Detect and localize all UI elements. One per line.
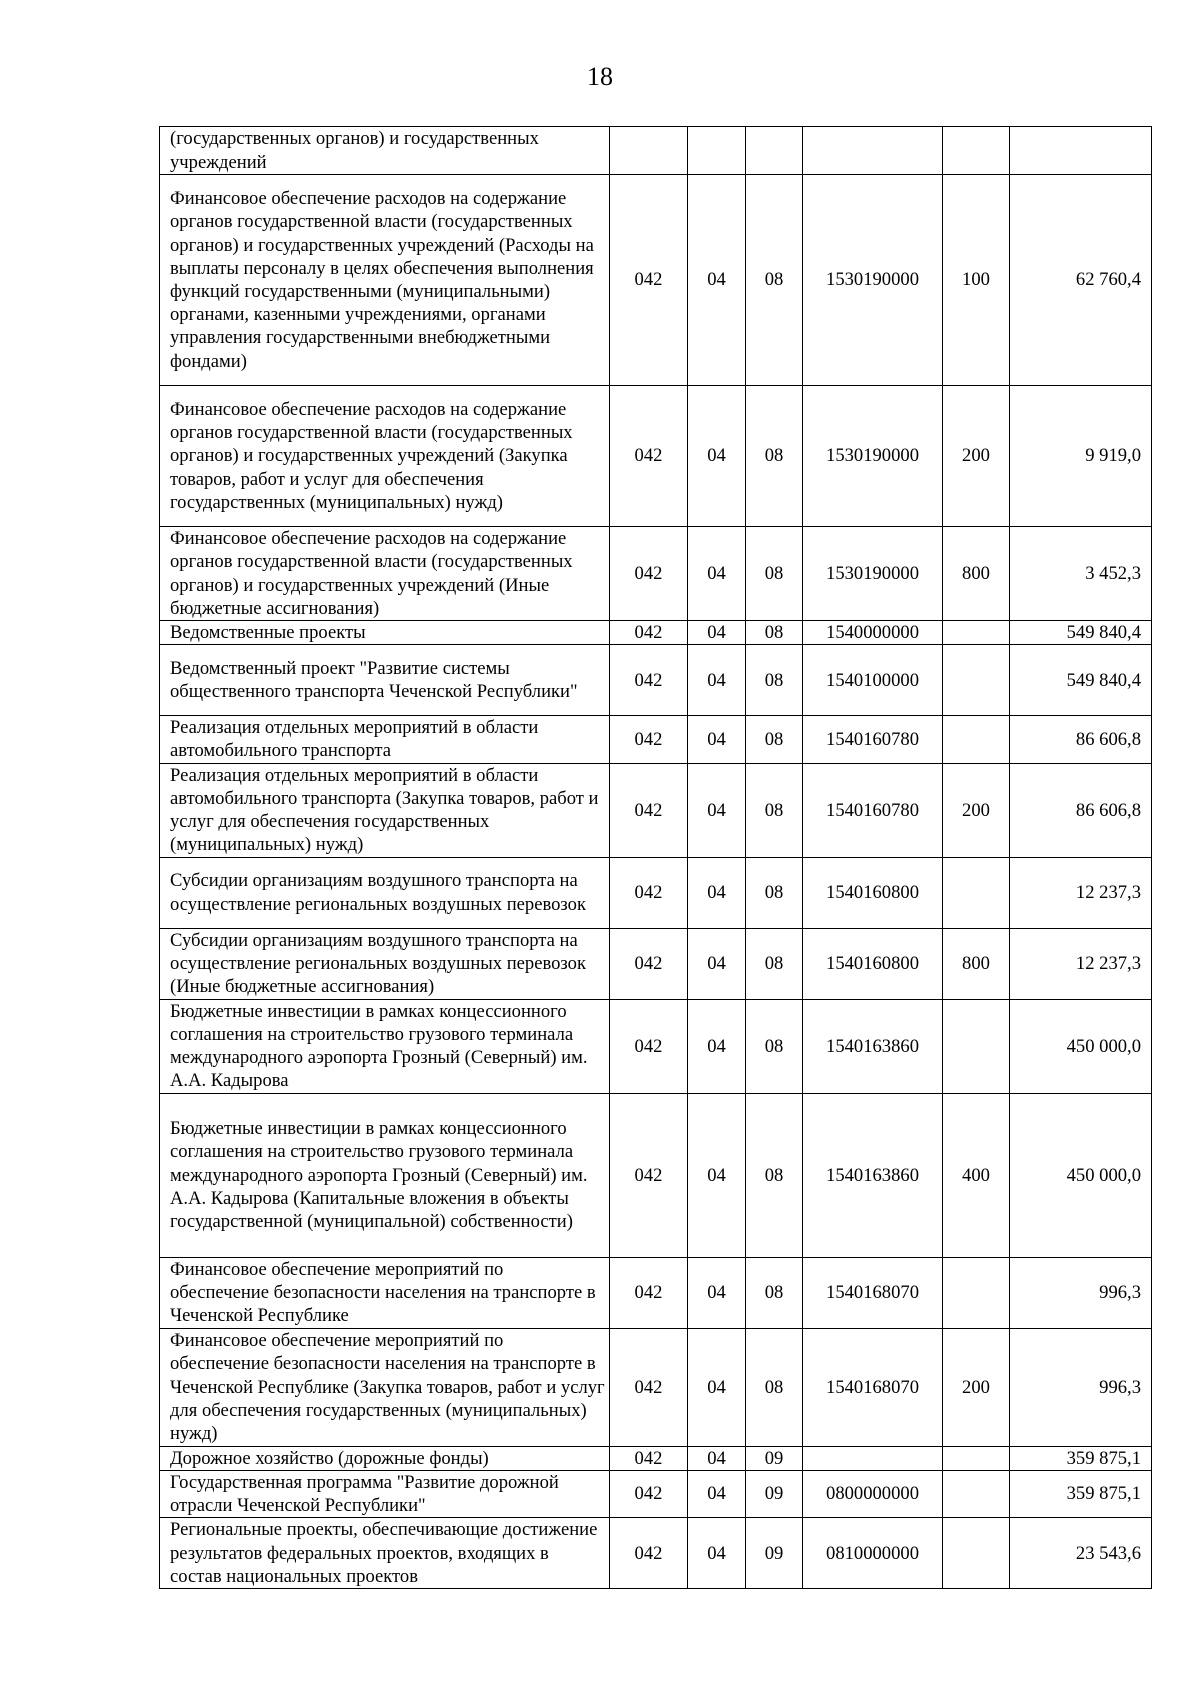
row-name: Финансовое обеспечение расходов на содержание органов государственной власти (государственных органов) и государственных учреждений (Расходы на выплаты персоналу в целях обеспечения выполнения функций государственными (муниципальными) органами, казенными учреждениями, органами управления государственными внебюджетными фондами) (160, 175, 610, 386)
ministry-code: 042 (610, 1257, 688, 1328)
subsection-code: 08 (746, 999, 803, 1093)
table-row (160, 1446, 1152, 1470)
section-code: 04 (688, 1518, 746, 1589)
section-code: 04 (688, 1446, 746, 1470)
ministry-code: 042 (610, 175, 688, 386)
target-article-code: 1530190000 (803, 175, 943, 386)
subsection-code: 08 (746, 763, 803, 857)
target-article-code (803, 1446, 943, 1470)
target-article-code: 1540000000 (803, 621, 943, 645)
table-row (160, 621, 1152, 645)
budget-table (159, 126, 1152, 1589)
amount: 996,3 (1010, 1328, 1152, 1446)
target-article-code: 1530190000 (803, 527, 943, 621)
table-row (160, 175, 1152, 386)
ministry-code: 042 (610, 928, 688, 999)
ministry-code: 042 (610, 621, 688, 645)
ministry-code: 042 (610, 763, 688, 857)
row-name: Финансовое обеспечение расходов на содержание органов государственной власти (государственных органов) и государственных учреждений (Иные бюджетные ассигнования) (160, 527, 610, 621)
section-code: 04 (688, 1257, 746, 1328)
target-article-code: 1540163860 (803, 999, 943, 1093)
expense-type-code: 200 (943, 1328, 1010, 1446)
target-article-code: 1540160780 (803, 716, 943, 763)
section-code: 04 (688, 1328, 746, 1446)
target-article-code: 1540160800 (803, 857, 943, 928)
expense-type-code (943, 857, 1010, 928)
target-article-code: 0810000000 (803, 1518, 943, 1589)
row-name: Субсидии организациям воздушного транспорта на осуществление региональных воздушных перевозок (160, 857, 610, 928)
section-code: 04 (688, 857, 746, 928)
expense-type-code: 200 (943, 763, 1010, 857)
ministry-code: 042 (610, 386, 688, 527)
section-code: 04 (688, 716, 746, 763)
expense-type-code: 800 (943, 928, 1010, 999)
subsection-code: 08 (746, 527, 803, 621)
row-name: Государственная программа "Развитие дорожной отрасли Чеченской Республики" (160, 1470, 610, 1517)
budget-table-body (160, 127, 1152, 1589)
subsection-code: 08 (746, 857, 803, 928)
ministry-code (610, 127, 688, 175)
expense-type-code (943, 1257, 1010, 1328)
ministry-code: 042 (610, 857, 688, 928)
ministry-code: 042 (610, 999, 688, 1093)
amount: 549 840,4 (1010, 621, 1152, 645)
table-row (160, 1518, 1152, 1589)
table-row (160, 127, 1152, 175)
amount (1010, 127, 1152, 175)
amount: 86 606,8 (1010, 716, 1152, 763)
amount: 23 543,6 (1010, 1518, 1152, 1589)
section-code: 04 (688, 1470, 746, 1517)
subsection-code (746, 127, 803, 175)
target-article-code: 1540160780 (803, 763, 943, 857)
expense-type-code (943, 1470, 1010, 1517)
row-name: Дорожное хозяйство (дорожные фонды) (160, 1446, 610, 1470)
ministry-code: 042 (610, 1328, 688, 1446)
row-name: Финансовое обеспечение мероприятий по обеспечение безопасности населения на транспорте в Чеченской Республике (Закупка товаров, работ и услуг для обеспечения государственных (муниципальных) нужд) (160, 1328, 610, 1446)
amount: 12 237,3 (1010, 928, 1152, 999)
expense-type-code (943, 645, 1010, 716)
amount: 450 000,0 (1010, 999, 1152, 1093)
amount: 996,3 (1010, 1257, 1152, 1328)
amount: 12 237,3 (1010, 857, 1152, 928)
ministry-code: 042 (610, 1470, 688, 1517)
section-code: 04 (688, 386, 746, 527)
target-article-code (803, 127, 943, 175)
section-code: 04 (688, 999, 746, 1093)
subsection-code: 08 (746, 928, 803, 999)
amount: 359 875,1 (1010, 1446, 1152, 1470)
table-row (160, 645, 1152, 716)
section-code: 04 (688, 621, 746, 645)
section-code: 04 (688, 175, 746, 386)
expense-type-code (943, 1446, 1010, 1470)
subsection-code: 08 (746, 1328, 803, 1446)
table-row (160, 527, 1152, 621)
section-code: 04 (688, 527, 746, 621)
row-name: Реализация отдельных мероприятий в области автомобильного транспорта (160, 716, 610, 763)
table-row (160, 999, 1152, 1093)
page-number: 18 (587, 62, 613, 91)
amount: 450 000,0 (1010, 1093, 1152, 1257)
row-name: Ведомственный проект "Развитие системы общественного транспорта Чеченской Республики" (160, 645, 610, 716)
table-row (160, 857, 1152, 928)
row-name: Региональные проекты, обеспечивающие достижение результатов федеральных проектов, входящих в состав национальных проектов (160, 1518, 610, 1589)
subsection-code: 08 (746, 645, 803, 716)
ministry-code: 042 (610, 1518, 688, 1589)
row-name: Бюджетные инвестиции в рамках концессионного соглашения на строительство грузового терминала международного аэропорта Грозный (Северный) им. А.А. Кадырова (Капитальные вложения в объекты государственной (муниципальной) собственности) (160, 1093, 610, 1257)
target-article-code: 1530190000 (803, 386, 943, 527)
table-row (160, 1470, 1152, 1517)
table-row (160, 386, 1152, 527)
ministry-code: 042 (610, 1446, 688, 1470)
ministry-code: 042 (610, 1093, 688, 1257)
table-row (160, 1257, 1152, 1328)
row-name: Субсидии организациям воздушного транспорта на осуществление региональных воздушных перевозок (Иные бюджетные ассигнования) (160, 928, 610, 999)
amount: 359 875,1 (1010, 1470, 1152, 1517)
subsection-code: 08 (746, 716, 803, 763)
target-article-code: 0800000000 (803, 1470, 943, 1517)
expense-type-code: 200 (943, 386, 1010, 527)
expense-type-code: 100 (943, 175, 1010, 386)
amount: 3 452,3 (1010, 527, 1152, 621)
subsection-code: 08 (746, 1257, 803, 1328)
expense-type-code (943, 999, 1010, 1093)
table-row (160, 763, 1152, 857)
expense-type-code (943, 621, 1010, 645)
expense-type-code (943, 127, 1010, 175)
target-article-code: 1540168070 (803, 1257, 943, 1328)
amount: 86 606,8 (1010, 763, 1152, 857)
row-name: Финансовое обеспечение мероприятий по обеспечение безопасности населения на транспорте в Чеченской Республике (160, 1257, 610, 1328)
amount: 62 760,4 (1010, 175, 1152, 386)
subsection-code: 09 (746, 1518, 803, 1589)
ministry-code: 042 (610, 527, 688, 621)
target-article-code: 1540163860 (803, 1093, 943, 1257)
section-code: 04 (688, 928, 746, 999)
section-code (688, 127, 746, 175)
ministry-code: 042 (610, 716, 688, 763)
amount: 549 840,4 (1010, 645, 1152, 716)
target-article-code: 1540160800 (803, 928, 943, 999)
target-article-code: 1540168070 (803, 1328, 943, 1446)
subsection-code: 08 (746, 1093, 803, 1257)
expense-type-code: 400 (943, 1093, 1010, 1257)
subsection-code: 08 (746, 621, 803, 645)
table-row (160, 1328, 1152, 1446)
expense-type-code (943, 716, 1010, 763)
section-code: 04 (688, 1093, 746, 1257)
section-code: 04 (688, 763, 746, 857)
table-row (160, 716, 1152, 763)
row-name: Ведомственные проекты (160, 621, 610, 645)
row-name: Бюджетные инвестиции в рамках концессионного соглашения на строительство грузового терминала международного аэропорта Грозный (Северный) им. А.А. Кадырова (160, 999, 610, 1093)
table-row (160, 1093, 1152, 1257)
subsection-code: 08 (746, 175, 803, 386)
table-row (160, 928, 1152, 999)
row-name: Реализация отдельных мероприятий в области автомобильного транспорта (Закупка товаров, работ и услуг для обеспечения государственных (муниципальных) нужд) (160, 763, 610, 857)
expense-type-code: 800 (943, 527, 1010, 621)
amount: 9 919,0 (1010, 386, 1152, 527)
section-code: 04 (688, 645, 746, 716)
subsection-code: 09 (746, 1470, 803, 1517)
expense-type-code (943, 1518, 1010, 1589)
subsection-code: 08 (746, 386, 803, 527)
row-name: (государственных органов) и государственных учреждений (160, 127, 610, 175)
subsection-code: 09 (746, 1446, 803, 1470)
ministry-code: 042 (610, 645, 688, 716)
row-name: Финансовое обеспечение расходов на содержание органов государственной власти (государственных органов) и государственных учреждений (Закупка товаров, работ и услуг для обеспечения государственных (муниципальных) нужд) (160, 386, 610, 527)
target-article-code: 1540100000 (803, 645, 943, 716)
